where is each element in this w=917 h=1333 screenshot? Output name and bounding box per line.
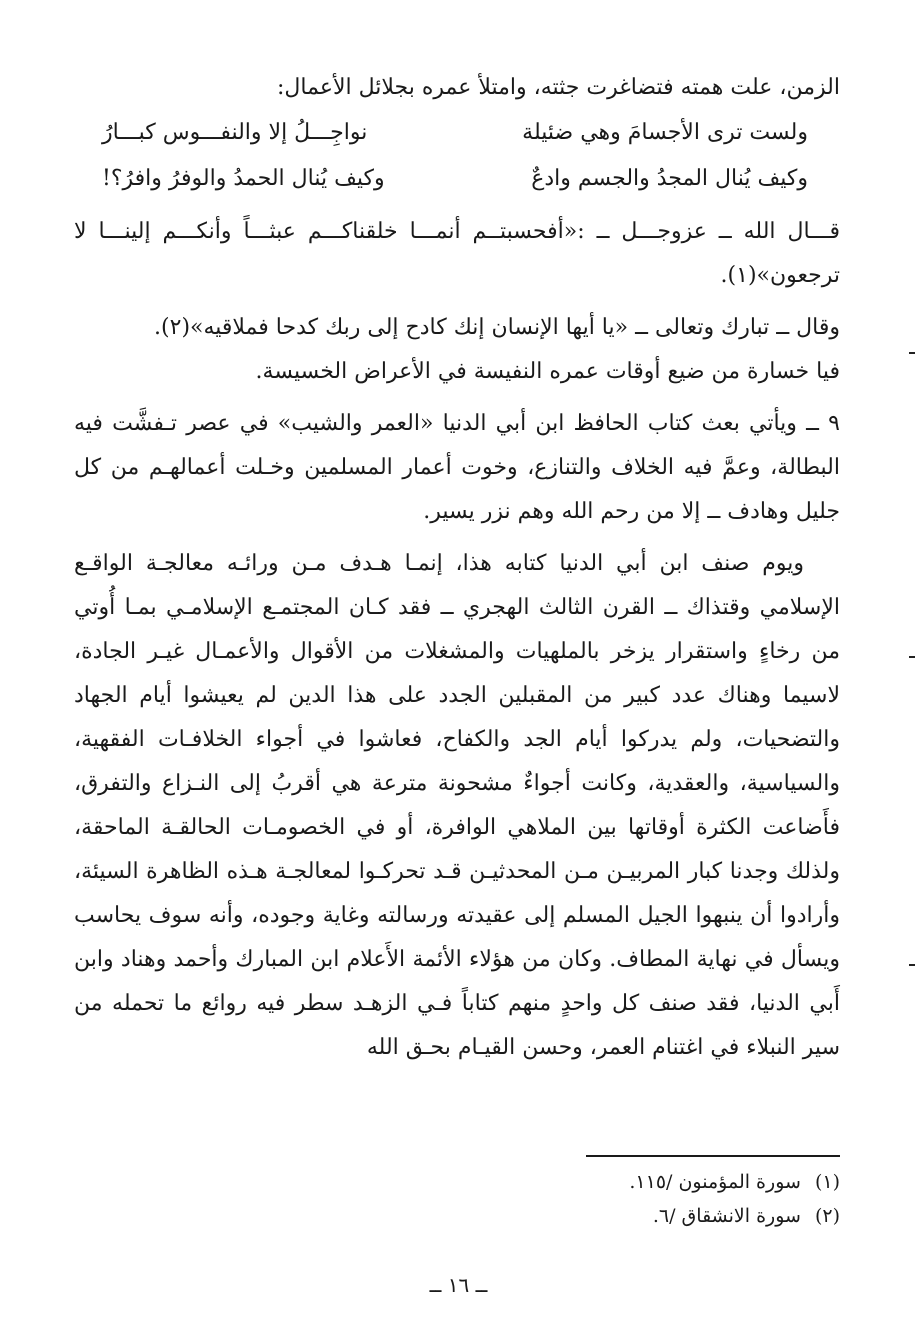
footnote-1-number: (١)	[814, 1171, 840, 1193]
paragraph-section-9: ٩ ــ ويأتي بعث كتاب الحافظ ابن أبي الدنيا «العمر والشيب» في عصر تـفشَّت فيه البطالة، وعمَّ فيه الخلاف والتنازع، وخوت أعمار المسلمين وخـلت أعمالهـم من كل جليل وهادف ــ إلا من رحم الله وهم نزر يسير.	[74, 411, 840, 524]
footnotes	[74, 1165, 840, 1233]
paragraph-intro: الزمن، علت همته فتضاغرت جثته، وامتلأ عمره بجلائل الأعمال:	[277, 75, 840, 100]
verse-2-first-hemistich: وكيف يُنال المجدُ والجسم وادعٌ	[531, 166, 808, 191]
verse-line-2	[74, 156, 840, 202]
scan-edge-mark	[909, 656, 915, 658]
paragraph-quran-quote-1: قـــال الله ــ عزوجـــل ــ :«أفحسبتــم أنمـــا خلقناكـــم عبثـــاً وأنكـــم إلينـــا لا ترجعون»(١).	[74, 219, 840, 288]
verse-line-1	[74, 110, 840, 156]
verse-2-second-hemistich: وكيف يُنال الحمدُ والوفرُ وافرُ؟!	[102, 166, 385, 191]
paragraph-loss: فيا خسارة من ضيع أوقات عمره النفيسة في الأعراض الخسيسة.	[255, 359, 840, 384]
verse-1-second-hemistich: نواجِـــلُ إلا والنفـــوس كبـــارُ	[102, 120, 368, 145]
main-text	[74, 66, 840, 1070]
footnote-1-text: سورة المؤمنون /١١٥.	[629, 1171, 801, 1193]
verse-1-first-hemistich: ولست ترى الأجسامَ وهي ضئيلة	[522, 120, 808, 145]
paragraph-quran-quote-2: وقال ــ تبارك وتعالى ــ «يا أيها الإنسان إنك كادح إلى ربك كدحا فملاقيه»(٢).	[154, 315, 840, 340]
paragraph-context	[74, 542, 840, 1070]
footnote-2	[74, 1199, 840, 1233]
paragraph-context-text: ويوم صنف ابن أبي الدنيا كتابه هذا، إنمـا هـدف مـن ورائـه معالجـة الواقـع الإسلامي وقتذاك ــ القرن الثالث الهجري ــ فقد كـان المجتمـع الإسلامـي بمـا أُوتي من رخاءٍ واستقرار يزخر بالملهيات والمشغلات من الأقوال والأعمـال غيـر الجادة، لاسيما وهناك عدد كبير من المقبلين الجدد على هذا الدين لم يعيشوا أيام الجهاد والتضحيات، ولم يدركوا أيام الجد والكفاح، فعاشوا في أجواء الخلافـات الفقهية، والسياسية، والعقدية، وكانت أجواءٌ مشحونة مترعة هي أقربُ إلى النـزاع والتفرق، فأَضاعت الكثرة أوقاتها بين الملاهي الوافرة، أو في الخصومـات الحالقـة الماحقة، ولذلك وجدنا كبار المربيـن مـن المحدثيـن قـد تحركـوا لمعالجـة هـذه الظاهرة السيئة، وأرادوا أن ينبهوا الجيل المسلم إلى عقيدته ورسالته وغاية وجوده، وأنه سوف يحاسب ويسأل في نهاية المطاف. وكان من هؤلاء الأئمة الأَعلام ابن المبارك وأحمد وهناد وابن أَبي الدنيا، فقد صنف كل واحدٍ منهم كتاباً فـي الزهـد سطر فيه روائع ما تحمله من سير النبلاء في اغتنام العمر، وحسن القيـام بحـق الله	[74, 551, 840, 1060]
footnote-2-number: (٢)	[814, 1205, 840, 1227]
scan-edge-mark	[909, 352, 915, 354]
page-number: ــ ١٦ ــ	[429, 1273, 488, 1297]
scan-edge-mark	[909, 964, 915, 966]
footnote-1	[74, 1165, 840, 1199]
footnote-2-text: سورة الانشقاق /٦.	[652, 1205, 801, 1227]
footnote-rule	[586, 1155, 840, 1157]
